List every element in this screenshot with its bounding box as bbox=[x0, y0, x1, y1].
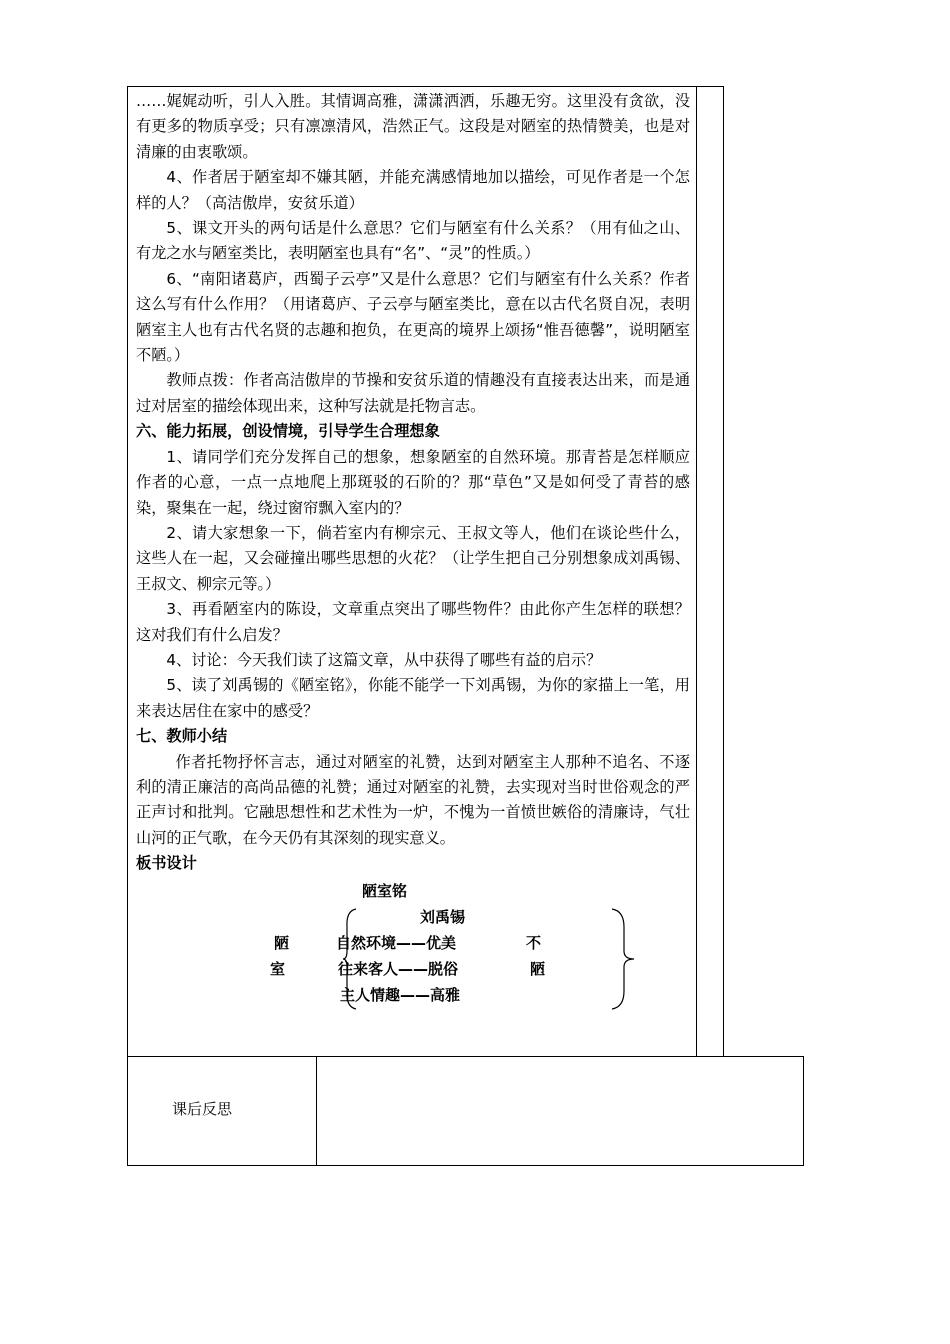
board-line-3: 主人情趣——高雅 bbox=[340, 985, 461, 1004]
paragraph-q6: 6、“南阳诸葛庐，西蜀子云亭”又是什么意思？它们与陋室有什么关系？作者这么写有什么作用？（用诸葛庐、子云亭与陋室类比，意在以古代名贤自况，表明陋室主人也有古代名贤的志趣和抱负，在更高的境界上颂扬“惟吾德馨”，说明陋室不陋。） bbox=[136, 269, 690, 365]
paragraph-q5: 5、课文开头的两句话是什么意思？它们与陋室有什么关系？（用有仙之山、有龙之水与陋室类比，表明陋室也具有“名”、“灵”的性质。） bbox=[136, 219, 690, 263]
reflection-label: 课后反思 bbox=[172, 1100, 233, 1118]
board-right-bottom: 陋 bbox=[530, 959, 546, 978]
board-line-1: 自然环境——优美 bbox=[336, 933, 457, 952]
table-row-divider bbox=[127, 1056, 804, 1057]
table-border-right-upper bbox=[723, 86, 724, 1057]
board-design bbox=[136, 877, 690, 1007]
board-line-2: 往来客人——脱俗 bbox=[338, 959, 459, 978]
lesson-content bbox=[136, 89, 690, 1007]
section6-item-4: 4、讨论：今天我们读了这篇文章，从中获得了哪些有益的启示？ bbox=[166, 650, 602, 669]
section7-heading: 七、教师小结 bbox=[136, 727, 228, 746]
board-title: 陋室铭 bbox=[362, 881, 408, 900]
right-brace-icon bbox=[610, 907, 636, 1011]
table-border-left bbox=[127, 86, 128, 1166]
left-brace-icon bbox=[342, 907, 358, 1011]
table-border-right-lower bbox=[803, 1056, 804, 1166]
table-border-top bbox=[127, 86, 724, 87]
section6-heading: 六、能力拓展，创设情境，引导学生合理想象 bbox=[136, 422, 440, 441]
paragraph-teacher-tip: 教师点拨：作者高洁傲岸的节操和安贫乐道的情趣没有直接表达出来，而是通过对居室的描绘体现出来，这种写法就是托物言志。 bbox=[136, 371, 690, 415]
board-left-top: 陋 bbox=[274, 933, 290, 952]
table-column-divider bbox=[696, 86, 697, 1057]
paragraph-q4: 4、作者居于陋室却不嫌其陋，并能充满感情地加以描绘，可见作者是一个怎样的人？（高洁傲岸，安贫乐道） bbox=[136, 168, 690, 212]
board-author: 刘禹锡 bbox=[420, 907, 466, 926]
paragraph-intro: ……娓娓动听，引人入胜。其情调高雅，潇潇洒洒，乐趣无穷。这里没有贪欲，没有更多的物质享受；只有凛凛清风，浩然正气。这段是对陋室的热情赞美，也是对清廉的由衷歌颂。 bbox=[136, 92, 690, 161]
table-border-bottom bbox=[127, 1165, 804, 1166]
reflection-divider bbox=[316, 1056, 317, 1166]
section6-item-3: 3、再看陋室内的陈设，文章重点突出了哪些物件？由此你产生怎样的联想？这对我们有什么启发？ bbox=[136, 600, 690, 644]
board-left-bottom: 室 bbox=[270, 959, 286, 978]
board-heading: 板书设计 bbox=[136, 854, 197, 873]
section6-item-1: 1、请同学们充分发挥自己的想象，想象陋室的自然环境。那青苔是怎样顺应作者的心意，一点一点地爬上那斑驳的石阶的？那“草色”又是如何受了青苔的感染，聚集在一起，绕过窗帘飘入室内的？ bbox=[136, 447, 690, 517]
section7-text: 作者托物抒怀言志，通过对陋室的礼赞，达到对陋室主人那种不追名、不逐利的清正廉洁的高尚品德的礼赞；通过对陋室的礼赞，去实现对当时世俗观念的严正声讨和批判。它融思想性和艺术性为一炉，不愧为一首愤世嫉俗的清廉诗，气壮山河的正气歌，在今天仍有其深刻的现实意义。 bbox=[136, 752, 690, 847]
section6-item-2: 2、请大家想象一下，倘若室内有柳宗元、王叔文等人，他们在谈论些什么，这些人在一起，又会碰撞出哪些思想的火花？（让学生把自己分别想象成刘禹锡、王叔文、柳宗元等。） bbox=[136, 523, 690, 593]
board-right-top: 不 bbox=[526, 933, 542, 952]
section6-item-5: 5、读了刘禹锡的《陋室铭》，你能不能学一下刘禹锡，为你的家描上一笔，用来表达居住在家中的感受？ bbox=[136, 676, 690, 720]
